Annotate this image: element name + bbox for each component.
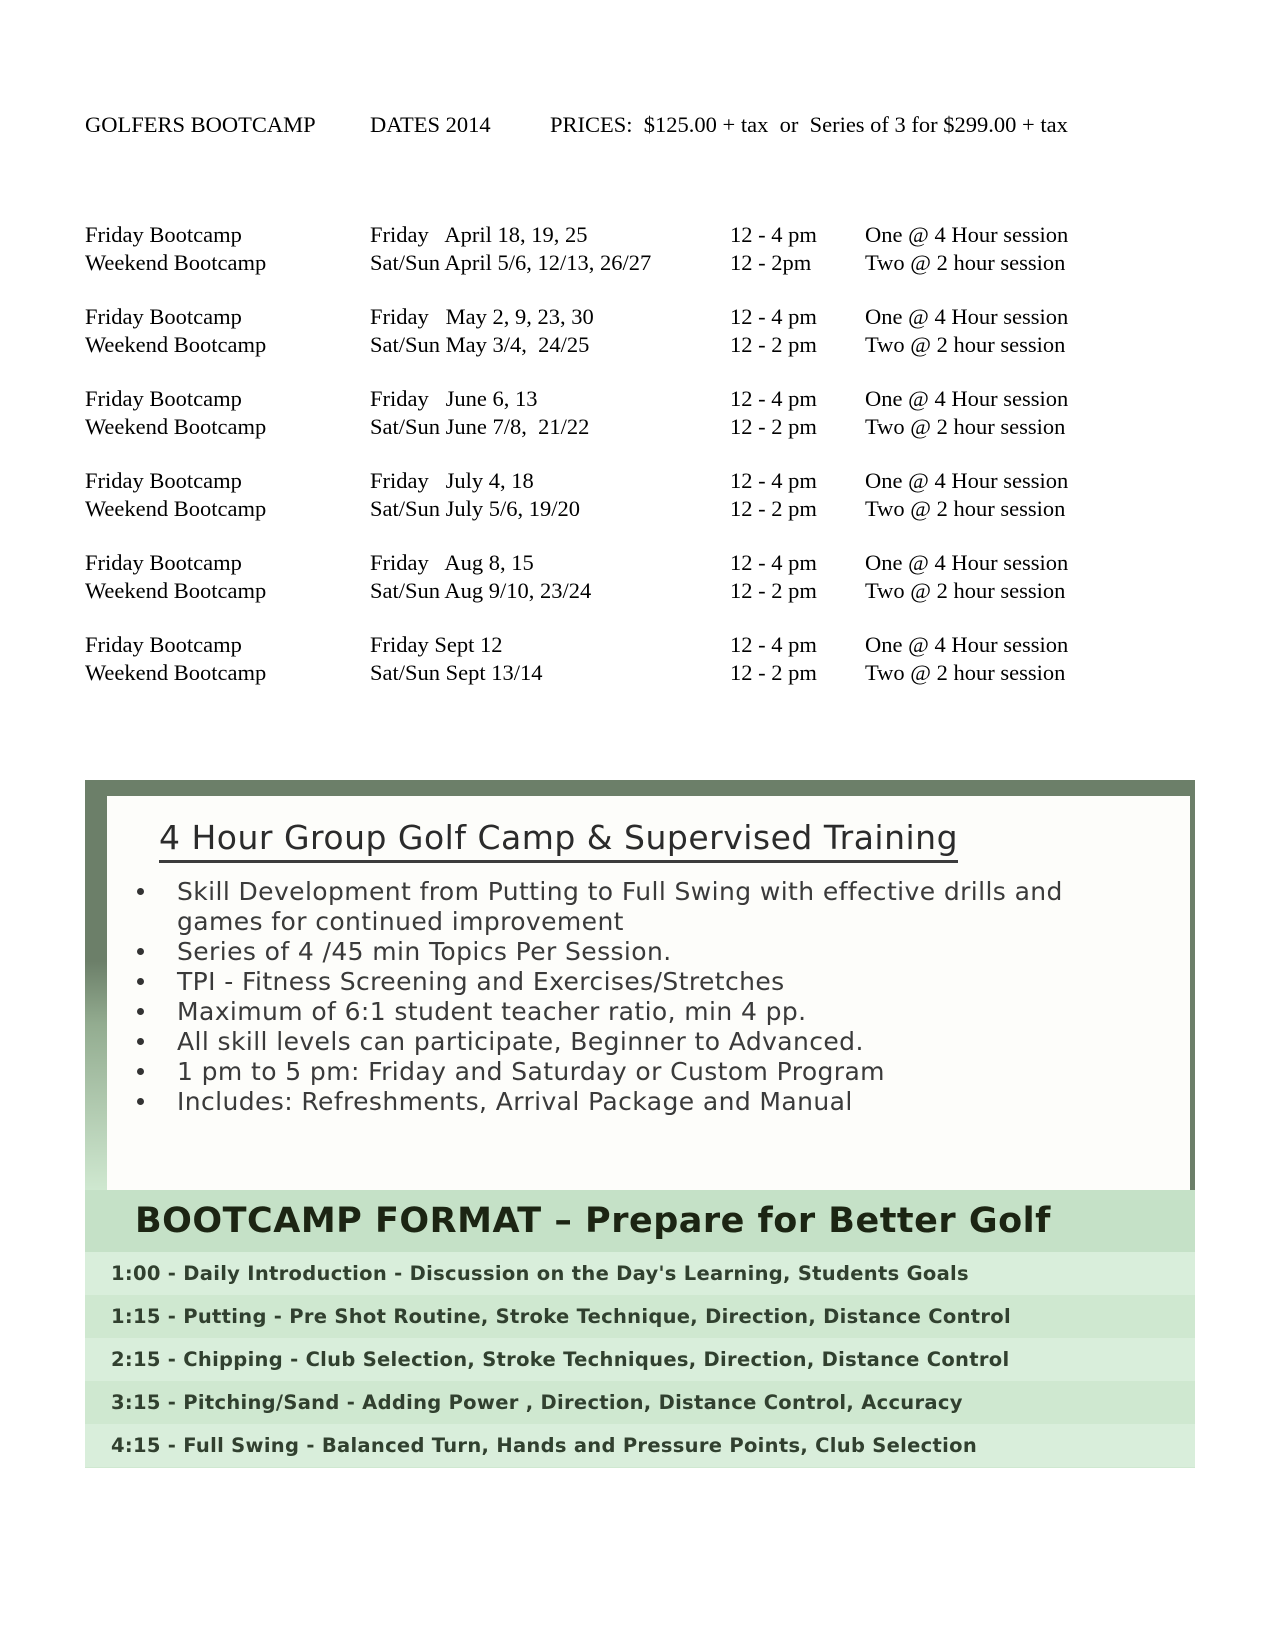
format-schedule-line: 3:15 - Pitching/Sand - Adding Power , Direction, Distance Control, Accuracy (111, 1391, 963, 1414)
row-session-cell: Two @ 2 hour session (865, 578, 1066, 603)
row-dates-cell: Sat/Sun April 5/6, 12/13, 26/27 (370, 250, 652, 275)
schedule-group (85, 550, 1195, 606)
row-dates-cell: Sat/Sun Aug 9/10, 23/24 (370, 578, 592, 603)
row-type-cell: Friday Bootcamp (85, 550, 242, 575)
row-dates-cell: Sat/Sun July 5/6, 19/20 (370, 496, 581, 521)
camp-bullet-item: Includes: Refreshments, Arrival Package and Manual (107, 1087, 1077, 1117)
format-title: BOOTCAMP FORMAT – Prepare for Better Golf (85, 1190, 1195, 1252)
schedule-group (85, 386, 1195, 442)
row-session-cell: One @ 4 Hour session (865, 632, 1069, 657)
format-panel (85, 1190, 1195, 1468)
flyer-top-border (85, 780, 1195, 796)
schedule-group (85, 632, 1195, 688)
row-type-cell: Friday Bootcamp (85, 386, 242, 411)
format-schedule-line: 1:00 - Daily Introduction - Discussion on the Day's Learning, Students Goals (85, 1252, 1195, 1295)
flyer-image (85, 780, 1195, 1468)
row-dates-cell: Sat/Sun June 7/8, 21/22 (370, 414, 590, 439)
schedule-group (85, 222, 1195, 278)
row-time-cell: 12 - 2 pm (730, 414, 817, 439)
row-dates-cell: Friday May 2, 9, 23, 30 (370, 304, 594, 329)
camp-title: 4 Hour Group Golf Camp & Supervised Training (159, 818, 958, 863)
row-session-cell: Two @ 2 hour session (865, 250, 1066, 275)
row-session-cell: One @ 4 Hour session (865, 304, 1069, 329)
schedule-row (85, 660, 1195, 688)
row-session-cell: Two @ 2 hour session (865, 332, 1066, 357)
row-time-cell: 12 - 2 pm (730, 660, 817, 685)
schedule-row (85, 250, 1195, 278)
row-time-cell: 12 - 4 pm (730, 550, 817, 575)
row-session-cell: One @ 4 Hour session (865, 222, 1069, 247)
row-time-cell: 12 - 4 pm (730, 222, 817, 247)
document-header (85, 112, 1195, 142)
row-type-cell: Friday Bootcamp (85, 468, 242, 493)
schedule-row (85, 632, 1195, 660)
format-schedule (85, 1252, 1195, 1467)
row-time-cell: 12 - 2 pm (730, 332, 817, 357)
camp-bullet-item: TPI - Fitness Screening and Exercises/Stretches (107, 967, 1077, 997)
row-type-cell: Friday Bootcamp (85, 632, 242, 657)
row-time-cell: 12 - 2 pm (730, 578, 817, 603)
format-schedule-line: 4:15 - Full Swing - Balanced Turn, Hands and Pressure Points, Club Selection (85, 1424, 1195, 1467)
row-session-cell: Two @ 2 hour session (865, 660, 1066, 685)
camp-bullet-item: 1 pm to 5 pm: Friday and Saturday or Custom Program (107, 1057, 1077, 1087)
row-time-cell: 12 - 4 pm (730, 468, 817, 493)
schedule-row (85, 222, 1195, 250)
flyer-left-border (85, 796, 107, 1190)
row-type-cell: Weekend Bootcamp (85, 414, 267, 439)
row-dates-cell: Sat/Sun Sept 13/14 (370, 660, 543, 685)
row-dates-cell: Friday July 4, 18 (370, 468, 534, 493)
row-type-cell: Weekend Bootcamp (85, 660, 267, 685)
row-time-cell: 12 - 4 pm (730, 632, 817, 657)
camp-panel (107, 796, 1195, 1190)
schedule-row (85, 332, 1195, 360)
row-type-cell: Friday Bootcamp (85, 222, 242, 247)
row-session-cell: Two @ 2 hour session (865, 414, 1066, 439)
dates-label: DATES 2014 (370, 112, 491, 137)
row-session-cell: One @ 4 Hour session (865, 550, 1069, 575)
camp-bullet-list (107, 877, 1077, 1117)
row-type-cell: Weekend Bootcamp (85, 332, 267, 357)
row-session-cell: Two @ 2 hour session (865, 496, 1066, 521)
row-dates-cell: Friday Aug 8, 15 (370, 550, 534, 575)
schedule-row (85, 550, 1195, 578)
camp-bullet-item: Series of 4 /45 min Topics Per Session. (107, 937, 1077, 967)
schedule-row (85, 578, 1195, 606)
schedule-row (85, 496, 1195, 524)
camp-bullet-item: Maximum of 6:1 student teacher ratio, min 4 pp. (107, 997, 1077, 1027)
row-type-cell: Friday Bootcamp (85, 304, 242, 329)
row-time-cell: 12 - 2 pm (730, 496, 817, 521)
schedule-row (85, 468, 1195, 496)
row-time-cell: 12 - 4 pm (730, 304, 817, 329)
schedule-row (85, 304, 1195, 332)
page-title: GOLFERS BOOTCAMP (85, 112, 316, 137)
schedule-group (85, 468, 1195, 524)
row-session-cell: One @ 4 Hour session (865, 386, 1069, 411)
schedule-row (85, 386, 1195, 414)
row-type-cell: Weekend Bootcamp (85, 578, 267, 603)
schedule-table (85, 222, 1195, 714)
row-type-cell: Weekend Bootcamp (85, 250, 267, 275)
row-dates-cell: Friday Sept 12 (370, 632, 503, 657)
row-dates-cell: Friday April 18, 19, 25 (370, 222, 588, 247)
prices-label: PRICES: $125.00 + tax or Series of 3 for $299.00 + tax (550, 112, 1068, 137)
camp-bullet-item: Skill Development from Putting to Full Swing with effective drills and games for continued improvement (107, 877, 1077, 937)
format-schedule-line: 1:15 - Putting - Pre Shot Routine, Stroke Technique, Direction, Distance Control (111, 1305, 1011, 1328)
row-type-cell: Weekend Bootcamp (85, 496, 267, 521)
camp-bullet-item: All skill levels can participate, Beginner to Advanced. (107, 1027, 1077, 1057)
row-time-cell: 12 - 4 pm (730, 386, 817, 411)
row-time-cell: 12 - 2pm (730, 250, 812, 275)
row-dates-cell: Sat/Sun May 3/4, 24/25 (370, 332, 590, 357)
row-session-cell: One @ 4 Hour session (865, 468, 1069, 493)
schedule-row (85, 414, 1195, 442)
schedule-group (85, 304, 1195, 360)
format-schedule-line: 2:15 - Chipping - Club Selection, Stroke Techniques, Direction, Distance Control (85, 1338, 1195, 1381)
row-dates-cell: Friday June 6, 13 (370, 386, 538, 411)
